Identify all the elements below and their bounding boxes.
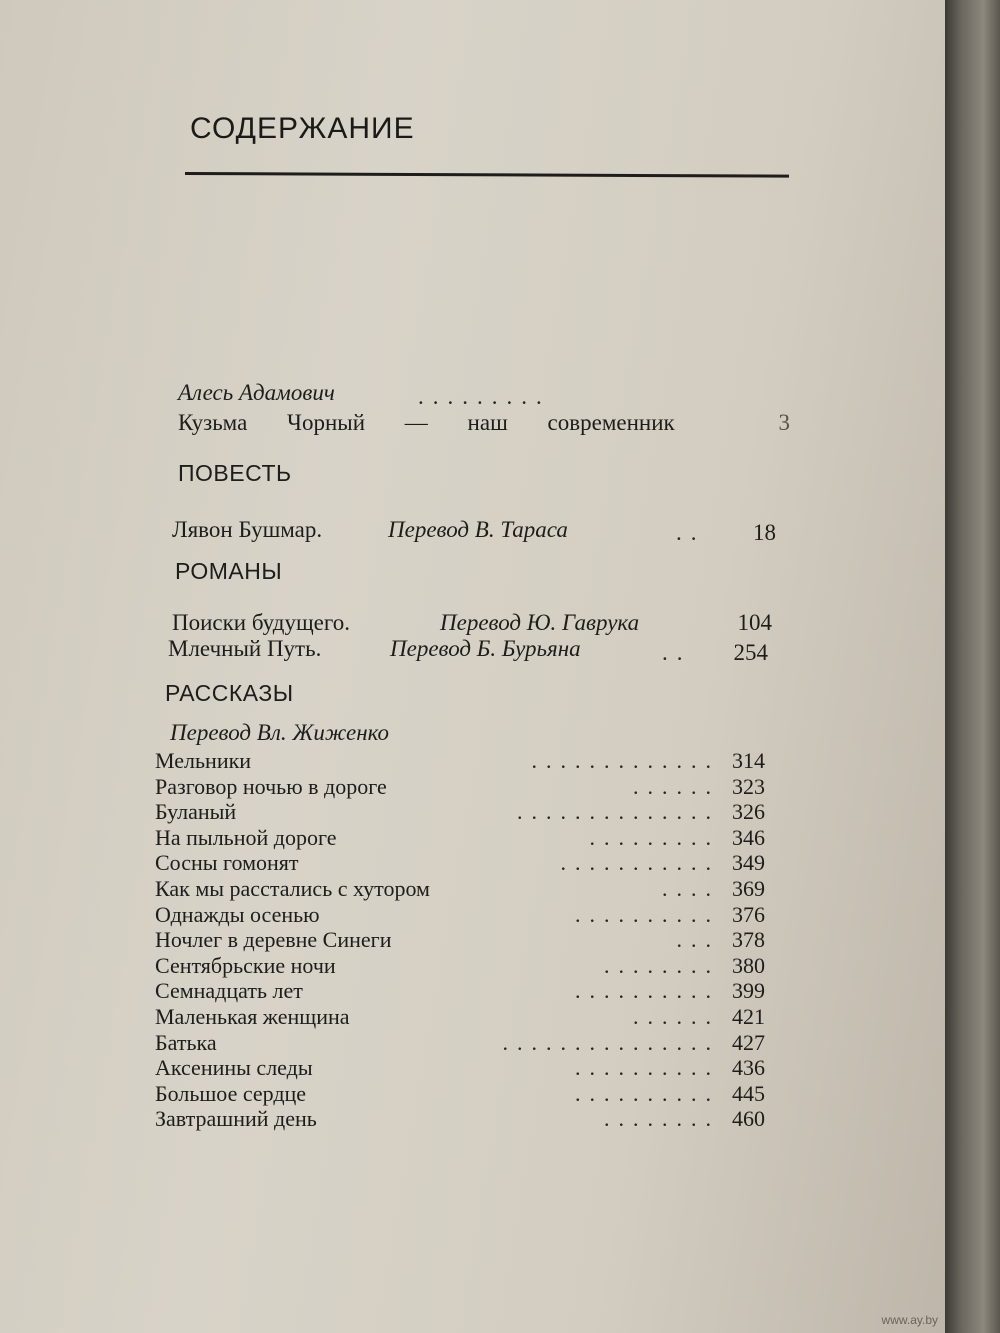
story-page: 326: [732, 799, 765, 825]
section-heading-rasskazy: РАССКАЗЫ: [165, 680, 294, 706]
story-page: 436: [732, 1055, 765, 1081]
story-page: 349: [732, 850, 765, 876]
leader-dots: ......: [633, 773, 720, 799]
story-page: 376: [732, 901, 765, 927]
book-spine-shadow: [945, 0, 1000, 1333]
section-heading-romany: РОМАНЫ: [175, 558, 283, 584]
entry-translator: Перевод Ю. Гаврука: [440, 610, 640, 635]
entry-page: 104: [737, 610, 772, 635]
story-page: 460: [732, 1106, 765, 1132]
list-item: [155, 1004, 795, 1030]
list-item: [155, 825, 795, 851]
story-title: Батька: [155, 1029, 217, 1055]
section-translator: Перевод Вл. Жиженко: [170, 720, 390, 745]
entry-title: Лявон Бушмар.: [172, 517, 323, 542]
story-page: 346: [732, 824, 765, 850]
entry-translator: Перевод Б. Бурьяна: [390, 636, 581, 661]
story-title: Сентябрьские ночи: [155, 952, 336, 978]
story-title: Буланый: [155, 799, 237, 825]
list-item: [155, 748, 795, 774]
leader-dots: ..........: [575, 901, 720, 927]
intro-page: 3: [778, 410, 790, 435]
leader-dots: ..........: [575, 1080, 720, 1106]
leader-dots: ........: [604, 1106, 720, 1132]
entry-translator: Перевод В. Тараса: [388, 517, 568, 542]
story-title: Аксенины следы: [155, 1055, 313, 1081]
story-title: Ночлег в деревне Синеги: [155, 927, 392, 953]
leader-dots: ...........: [560, 850, 720, 876]
watermark: www.ay.by: [881, 1313, 938, 1327]
story-title: Завтрашний день: [155, 1106, 317, 1132]
leader-dots: ...: [676, 927, 720, 953]
story-page: 378: [732, 927, 765, 953]
list-item: [155, 850, 795, 876]
leader-dots: ..........: [575, 1055, 720, 1081]
leader-dots: ......: [633, 1003, 720, 1029]
story-page: 314: [732, 748, 765, 773]
list-item: [155, 876, 795, 902]
story-title: Семнадцать лет: [155, 978, 303, 1004]
story-page: 399: [732, 978, 765, 1004]
story-title: Как мы расстались с хутором: [155, 875, 430, 901]
leader-dots: ..............: [517, 799, 720, 825]
list-item: [155, 902, 795, 928]
list-item: [155, 1106, 795, 1132]
story-title: Сосны гомонят: [155, 850, 299, 876]
entry-title: Млечный Путь.: [168, 636, 322, 661]
leader-dots: .........: [589, 824, 720, 850]
story-page: 380: [732, 952, 765, 978]
leader-dots: ..........: [575, 978, 720, 1004]
leader-dots: .............: [531, 748, 720, 773]
list-item: [155, 927, 795, 953]
list-item: [155, 978, 795, 1004]
entry-page: 18: [753, 520, 776, 545]
list-item: [155, 1055, 795, 1081]
intro-author: Алесь Адамович: [178, 380, 335, 405]
intro-leader-dots: .........: [418, 384, 551, 409]
story-page: 369: [732, 875, 765, 901]
heading-rule: [185, 172, 789, 178]
leader-dots: ...............: [502, 1029, 720, 1055]
section-heading-povest: ПОВЕСТЬ: [178, 460, 292, 486]
entry-page: 254: [733, 640, 768, 665]
list-item: [155, 1081, 795, 1107]
entry-leader-dots: ..: [676, 520, 706, 545]
story-title: Мельники: [155, 748, 252, 773]
list-item: [155, 1030, 795, 1056]
story-title: Маленькая женщина: [155, 1003, 350, 1029]
story-page: 421: [732, 1003, 765, 1029]
story-title: На пыльной дороге: [155, 824, 337, 850]
story-title: Однажды осенью: [155, 901, 320, 927]
list-item: [155, 953, 795, 979]
intro-title: Кузьма Чорный — наш современник: [178, 410, 675, 435]
list-item: [155, 799, 795, 825]
list-item: [155, 774, 795, 800]
entry-leader-dots: ..: [662, 640, 692, 665]
leader-dots: ........: [604, 952, 720, 978]
story-title: Большое сердце: [155, 1080, 307, 1106]
story-title: Разговор ночью в дороге: [155, 773, 387, 799]
leader-dots: ....: [662, 875, 720, 901]
story-page: 323: [732, 773, 765, 799]
story-page: 427: [732, 1029, 765, 1055]
contents-heading: СОДЕРЖАНИЕ: [190, 112, 415, 145]
stories-list: [155, 748, 795, 1132]
entry-title: Поиски будущего.: [172, 610, 350, 635]
story-page: 445: [732, 1080, 765, 1106]
